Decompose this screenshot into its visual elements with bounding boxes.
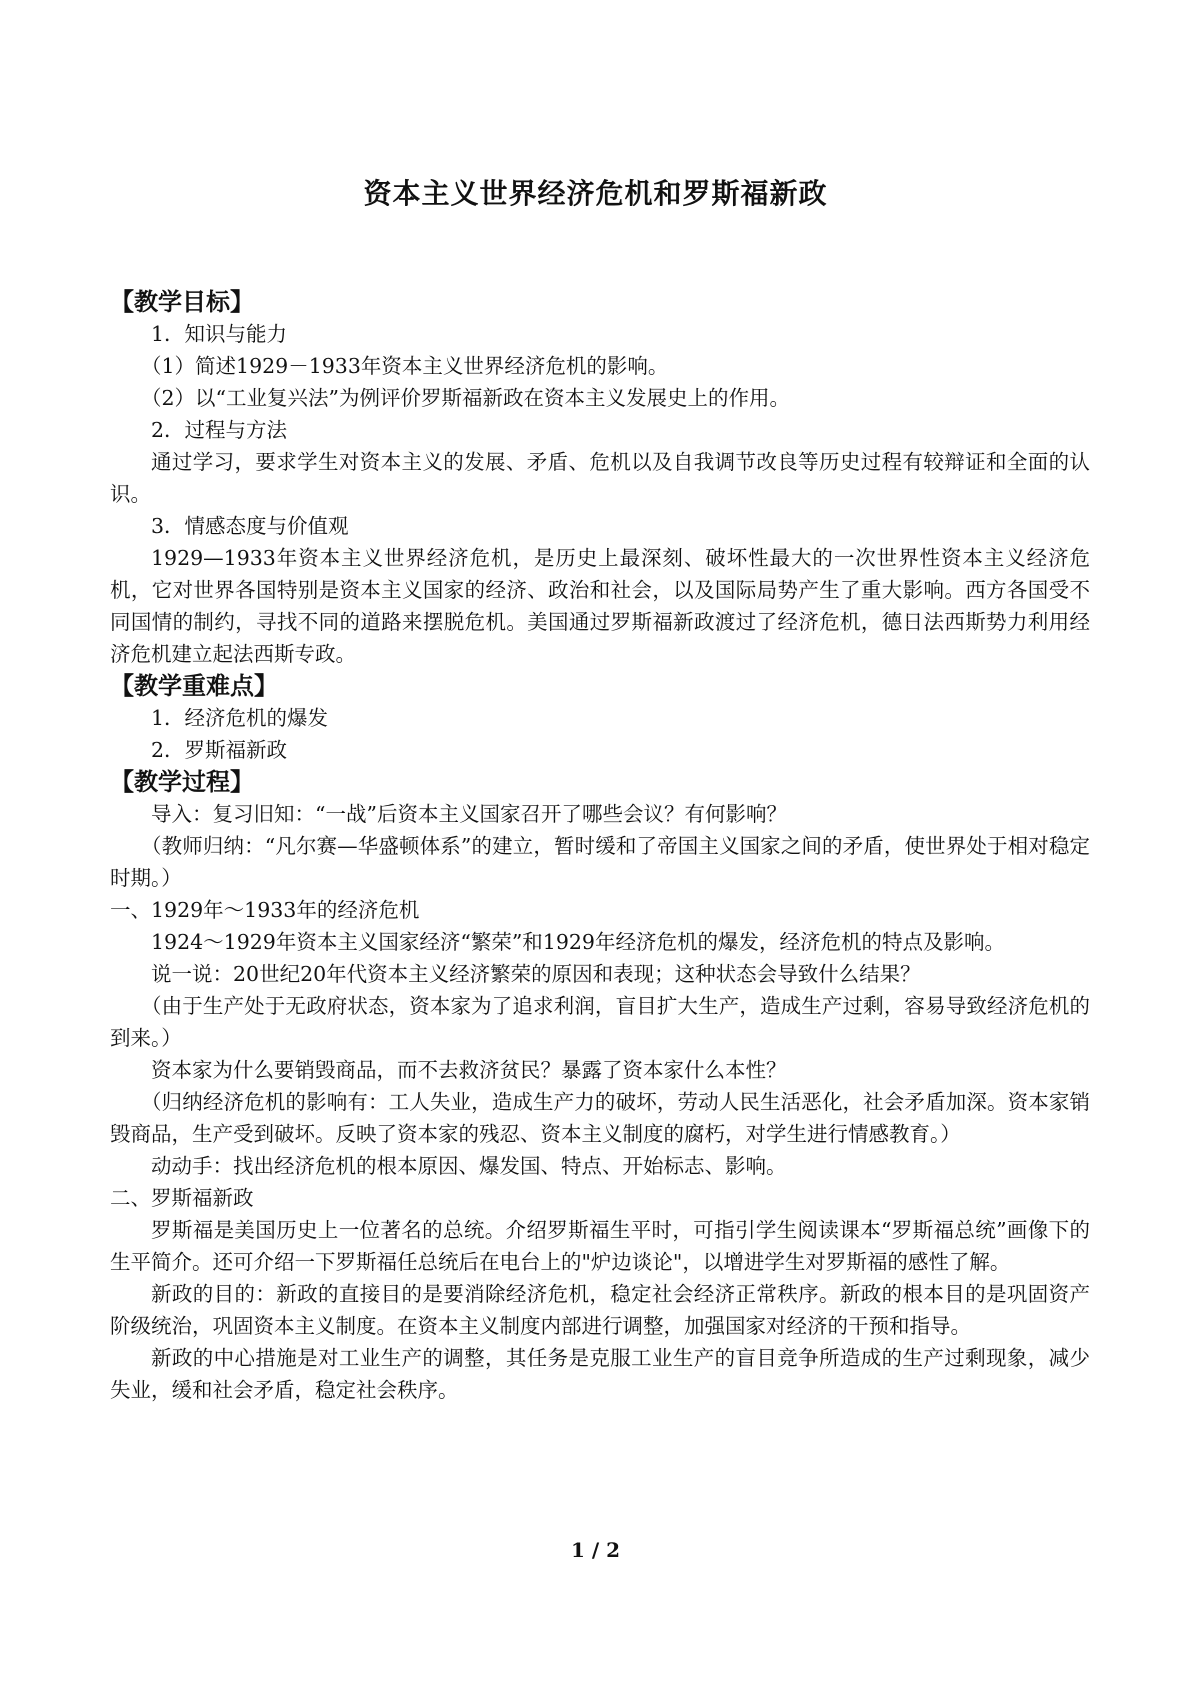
document-title: 资本主义世界经济危机和罗斯福新政 xyxy=(363,177,828,210)
part2-paragraph-3: 新政的中心措施是对工业生产的调整，其任务是克服工业生产的盲目竞争所造成的生产过剩现象，减少失业，缓和社会矛盾，稳定社会秩序。 xyxy=(110,1346,1090,1402)
keypoint-item-2: 2．罗斯福新政 xyxy=(151,738,288,762)
part1-answer-2: （归纳经济危机的影响有：工人失业，造成生产力的破坏，劳动人民生活恶化，社会矛盾加深。资本家销毁商品，生产受到破坏。反映了资本家的残忍、资本主义制度的腐朽，对学生进行情感教育。） xyxy=(110,1090,1090,1146)
goal-process-text: 通过学习，要求学生对资本主义的发展、矛盾、危机以及自我调节改良等历史过程有较辩证和全面的认识。 xyxy=(110,450,1090,506)
goal-knowledge-item-1: （1）简述1929－1933年资本主义世界经济危机的影响。 xyxy=(141,354,669,378)
part1-question-1: 说一说：20世纪20年代资本主义经济繁荣的原因和表现；这种状态会导致什么结果？ xyxy=(151,962,921,986)
document-body xyxy=(110,286,1090,1406)
keypoint-item-1: 1．经济危机的爆发 xyxy=(151,706,329,730)
goal-knowledge-item-2: （2）以“工业复兴法”为例评价罗斯福新政在资本主义发展史上的作用。 xyxy=(141,386,791,410)
part1-task: 动动手：找出经济危机的根本原因、爆发国、特点、开始标志、影响。 xyxy=(151,1154,787,1178)
page-number: 1 / 2 xyxy=(570,1538,621,1562)
part1-title: 一、1929年～1933年的经济危机 xyxy=(110,898,420,922)
part1-text: 1924～1929年资本主义国家经济“繁荣”和1929年经济危机的爆发，经济危机的特点及影响。 xyxy=(151,930,1005,954)
part2-paragraph-1: 罗斯福是美国历史上一位著名的总统。介绍罗斯福生平时，可指引学生阅读课本“罗斯福总统”画像下的生平简介。还可介绍一下罗斯福任总统后在电台上的"炉边谈论"，以增进学生对罗斯福的感性了解。 xyxy=(110,1218,1090,1274)
goal-process-title: 2．过程与方法 xyxy=(151,418,288,442)
section-heading-keypoints: 【教学重难点】 xyxy=(110,672,278,700)
process-intro: 导入：复习旧知：“一战”后资本主义国家召开了哪些会议？有何影响？ xyxy=(151,802,787,826)
part2-title: 二、罗斯福新政 xyxy=(110,1186,254,1210)
section-heading-goals: 【教学目标】 xyxy=(110,288,254,316)
section-heading-process: 【教学过程】 xyxy=(110,768,254,796)
process-intro-note: （教师归纳：“凡尔赛—华盛顿体系”的建立，暂时缓和了帝国主义国家之间的矛盾，使世界处于相对稳定时期。） xyxy=(110,834,1090,890)
part1-question-2: 资本家为什么要销毁商品，而不去救济贫民？暴露了资本家什么本性？ xyxy=(151,1058,787,1082)
goal-values-text: 1929—1933年资本主义世界经济危机，是历史上最深刻、破坏性最大的一次世界性资本主义经济危机，它对世界各国特别是资本主义国家的经济、政治和社会，以及国际局势产生了重大影响。西方各国受不同国情的制约，寻找不同的道路来摆脱危机。美国通过罗斯福新政渡过了经济危机，德日法西斯势力利用经济危机建立起法西斯专政。 xyxy=(110,546,1090,666)
goal-values-title: 3．情感态度与价值观 xyxy=(151,514,349,538)
goal-knowledge-title: 1．知识与能力 xyxy=(151,322,288,346)
part1-answer-1: （由于生产处于无政府状态，资本家为了追求利润，盲目扩大生产，造成生产过剩，容易导致经济危机的到来。） xyxy=(110,994,1090,1050)
part2-paragraph-2: 新政的目的：新政的直接目的是要消除经济危机，稳定社会经济正常秩序。新政的根本目的是巩固资产阶级统治，巩固资本主义制度。在资本主义制度内部进行调整，加强国家对经济的干预和指导。 xyxy=(110,1282,1090,1338)
